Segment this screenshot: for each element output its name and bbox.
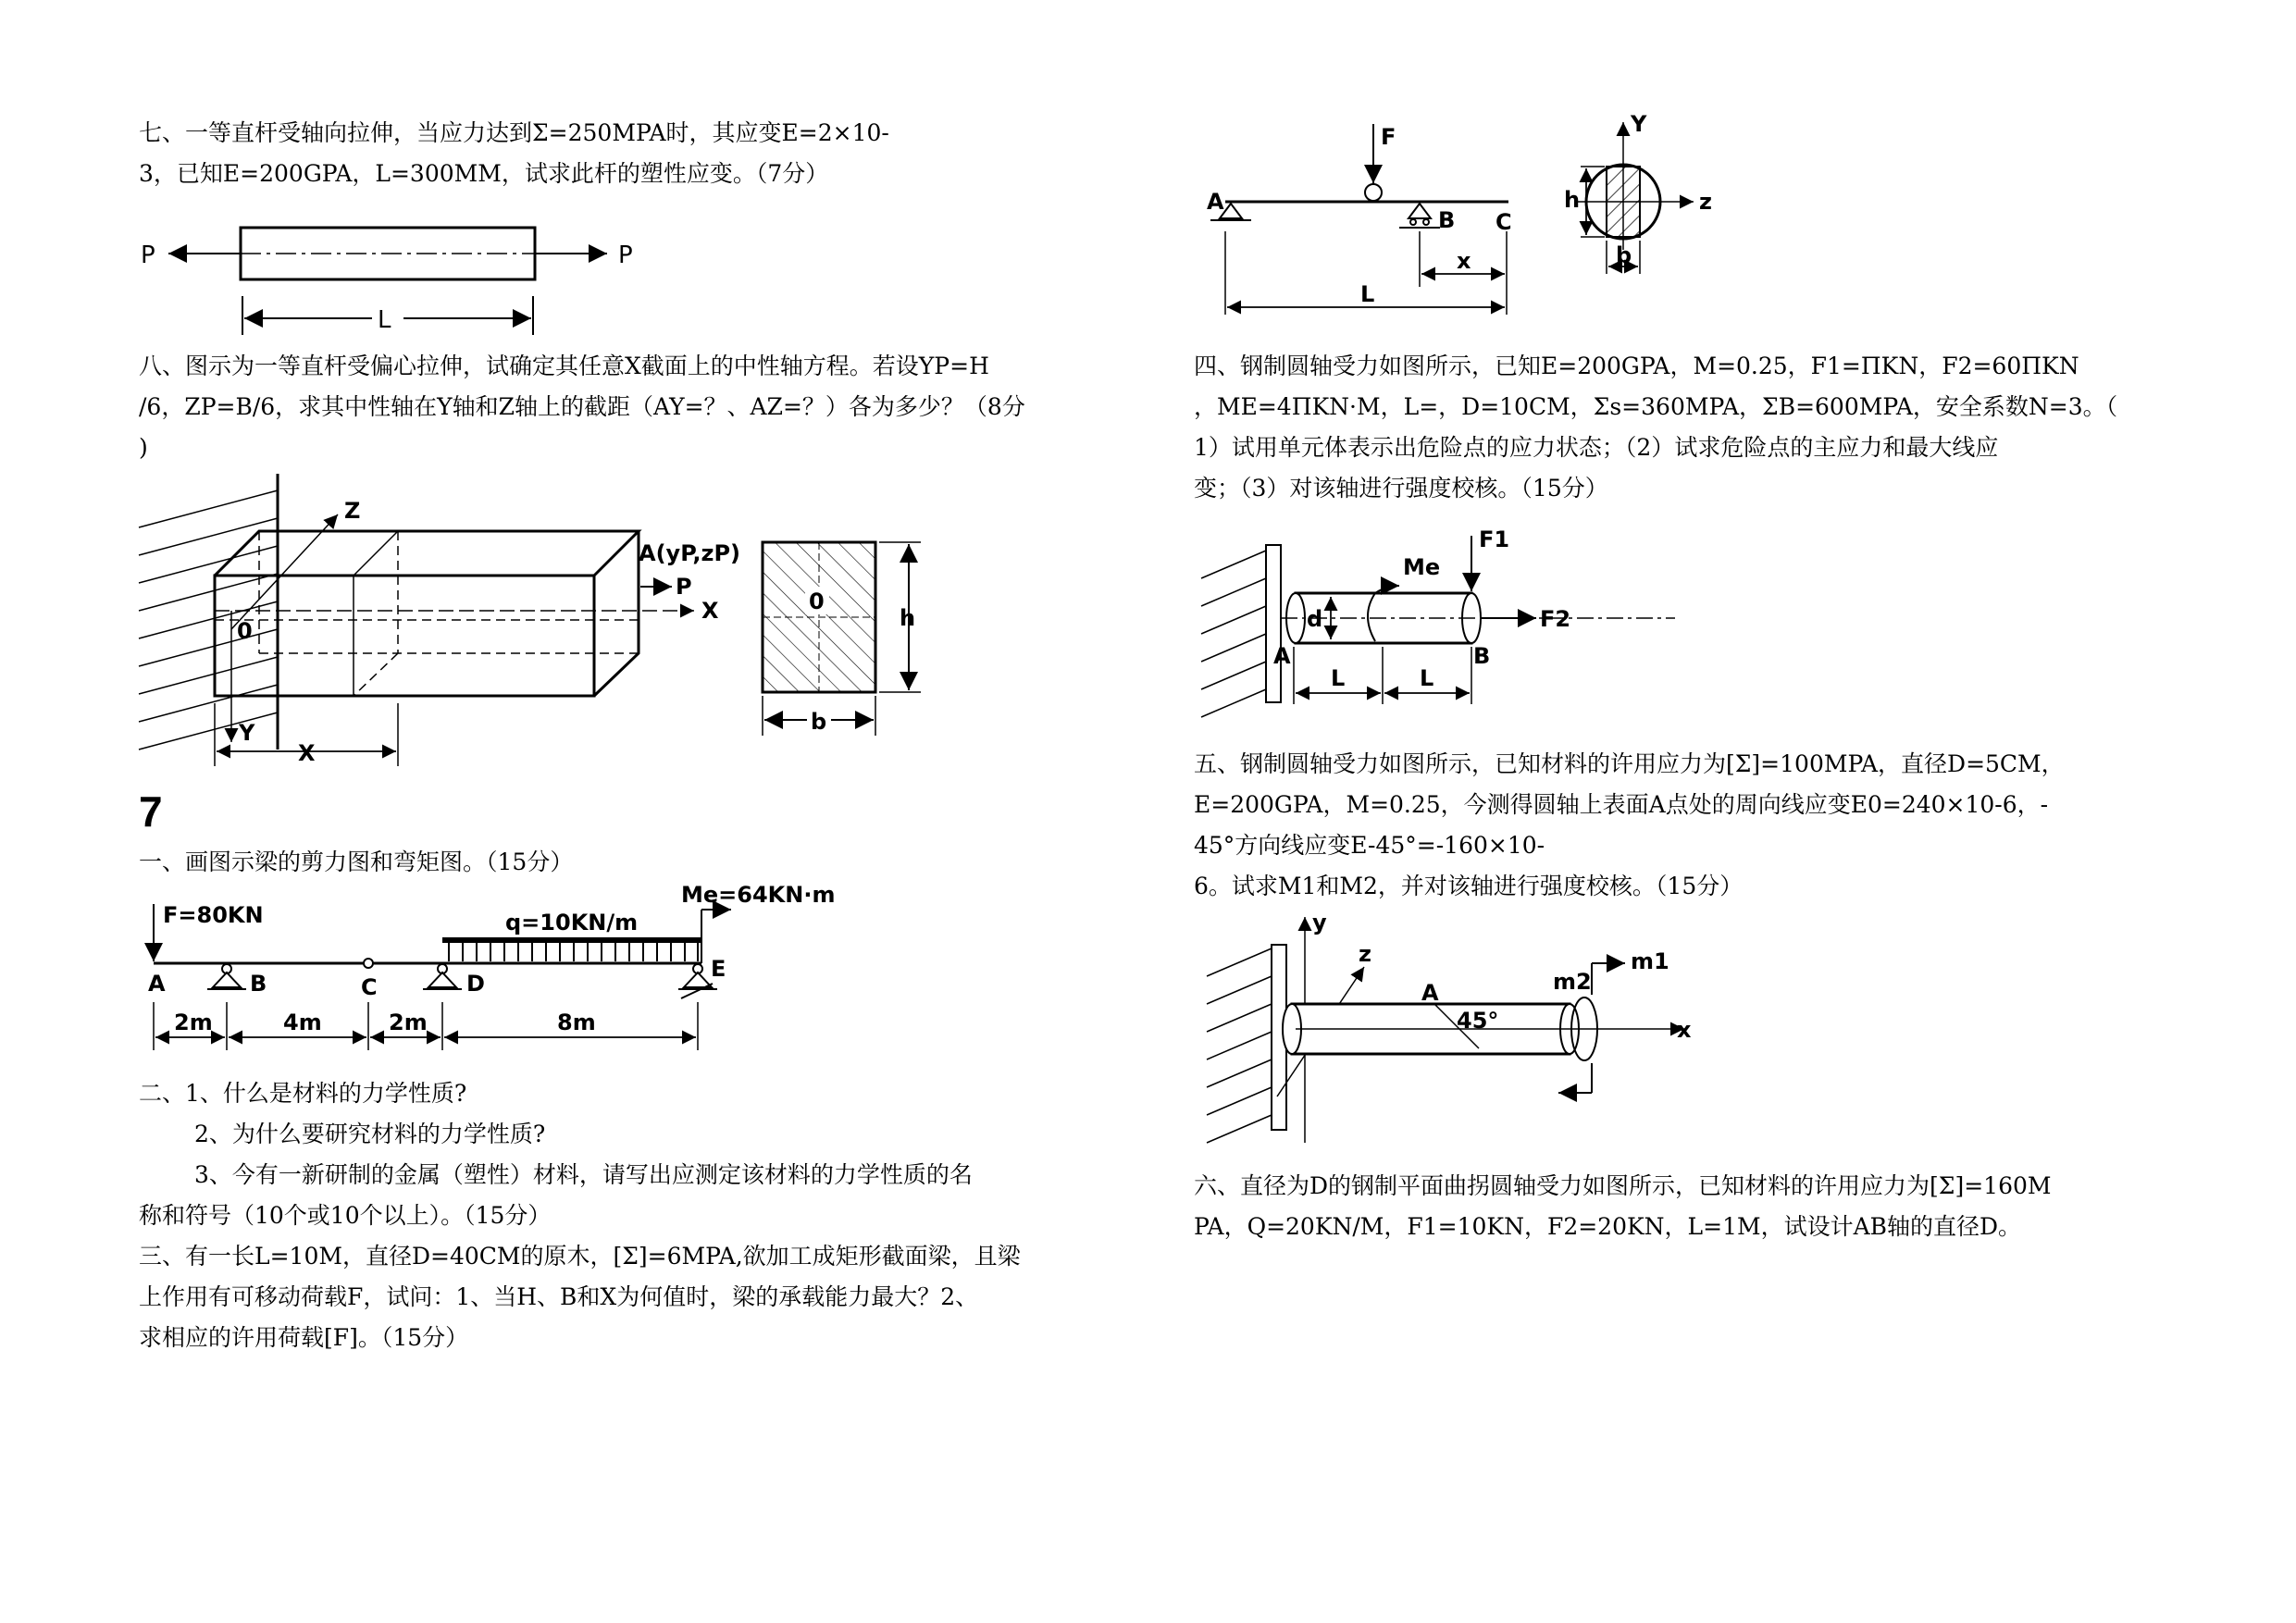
support-b	[207, 964, 246, 989]
b-label-q4: B	[1473, 643, 1491, 669]
o-label: 0	[237, 618, 253, 644]
section-number: 7	[139, 787, 163, 836]
label-a: A	[148, 971, 166, 997]
label-e: E	[711, 956, 726, 982]
q4-line2: ，ME=4ΠKN·M，L=，D=10CM，Σs=360MPA，ΣB=600MPA，安全系数N=3。（	[1194, 393, 2118, 420]
b-dim-top: b	[1616, 242, 1632, 268]
dim-3: 2m	[389, 1010, 428, 1035]
dim-2: 4m	[283, 1010, 322, 1035]
l-dim-label: L	[378, 306, 391, 334]
label-b: B	[250, 971, 267, 997]
hinge-c	[364, 959, 373, 968]
d-label: d	[1307, 606, 1323, 632]
dim-4: 8m	[557, 1010, 596, 1035]
c-label-top: C	[1496, 209, 1512, 235]
angle-label: 45°	[1457, 1008, 1499, 1034]
o2-label: 0	[809, 588, 825, 614]
f-label: F	[1381, 124, 1396, 150]
top-right-figure	[1194, 111, 1749, 333]
f2-label: F2	[1540, 606, 1571, 632]
z-label-top: z	[1699, 189, 1712, 215]
q6-line2: PA，Q=20KN/M，F1=10KN，F2=20KN，L=1M，试设计AB轴的直径D。	[1194, 1213, 2022, 1240]
m2-label: m2	[1553, 969, 1592, 995]
h-label: h	[900, 605, 916, 631]
q5-line3: 45°方向线应变E-45°=-160×10-	[1194, 832, 1545, 859]
p-label: P	[676, 574, 692, 600]
q2-line2: 2、为什么要研究材料的力学性质?	[194, 1121, 546, 1147]
p-right-label: P	[618, 242, 633, 269]
h-label-top: h	[1564, 187, 1581, 213]
q3-line2: 上作用有可移动荷载F，试问：1、当H、B和X为何值时，梁的承载能力最大？2、	[139, 1283, 979, 1310]
q8-line3: )	[139, 434, 148, 461]
b-label-top: B	[1438, 207, 1456, 233]
x-dim-label: X	[298, 740, 316, 766]
a-label-top: A	[1207, 189, 1224, 215]
l2-label: L	[1420, 665, 1434, 691]
q5-figure	[1203, 911, 1703, 1152]
a-label-q4: A	[1273, 643, 1291, 669]
q2-line1: 二、1、什么是材料的力学性质?	[139, 1080, 467, 1107]
q3-line3: 求相应的许用荷载[F]。（15分）	[139, 1324, 469, 1351]
q4-line4: 变；（3）对该轴进行强度校核。（15分）	[1194, 475, 1608, 502]
q8-figure	[139, 472, 953, 768]
wall-plate	[1266, 545, 1281, 702]
x-label-top: x	[1457, 248, 1471, 274]
x-axis-label: X	[701, 598, 719, 624]
label-c: C	[361, 974, 378, 1000]
q8-line2: /6，ZP=B/6，求其中性轴在Y轴和Z轴上的截距（AY=？、AZ=？）各为多少？（8分	[139, 393, 1025, 420]
q4-figure	[1194, 523, 1712, 726]
q7-figure	[130, 222, 685, 342]
q1-text: 一、画图示梁的剪力图和弯矩图。（15分）	[139, 849, 574, 875]
q5-line2: E=200GPA，M=0.25，今测得圆轴上表面A点处的周向线应变E0=240×10-6，-	[1194, 791, 2049, 818]
load-label: q=10KN/m	[505, 910, 639, 935]
bar-front	[215, 576, 594, 696]
a-label: A(yP,zP)	[639, 540, 741, 566]
a-label-q5: A	[1421, 980, 1439, 1006]
me-label: Me	[1403, 554, 1441, 580]
f1-label: F1	[1479, 527, 1510, 552]
force-label: F=80KN	[163, 902, 264, 928]
z-label: Z	[344, 498, 361, 524]
z-label-q5: z	[1359, 941, 1371, 967]
b-label: b	[811, 709, 827, 735]
m1-label: m1	[1631, 948, 1669, 974]
y-label-q5: y	[1312, 910, 1327, 935]
q5-line1: 五、钢制圆轴受力如图所示，已知材料的许用应力为[Σ]=100MPA，直径D=5CM，	[1194, 750, 2065, 777]
q2-line3: 3、今有一新研制的金属（塑性）材料，请写出应测定该材料的力学性质的名	[194, 1161, 973, 1188]
dim-1: 2m	[174, 1010, 213, 1035]
q4-line3: 1）试用单元体表示出危险点的应力状态；（2）试求危险点的主应力和最大线应	[1194, 434, 1999, 461]
moment-label: Me=64KN·m	[681, 882, 836, 908]
q6-line1: 六、直径为D的钢制平面曲拐圆轴受力如图所示，已知材料的许用应力为[Σ]=160M	[1194, 1172, 2052, 1199]
q4-line1: 四、钢制圆轴受力如图所示，已知E=200GPA，M=0.25，F1=ΠKN，F2=60ΠKN	[1194, 353, 2079, 379]
y-label: Y	[239, 720, 255, 746]
q8-line1: 八、图示为一等直杆受偏心拉伸，试确定其任意X截面上的中性轴方程。若设YP=H	[139, 353, 989, 379]
q3-line1: 三、有一长L=10M，直径D=40CM的原木，[Σ]=6MPA,欲加工成矩形截面梁，且梁	[139, 1243, 1021, 1270]
p-left-label: P	[141, 242, 155, 269]
l1-label: L	[1331, 665, 1346, 691]
q7-line2: 3，已知E=200GPA，L=300MM，试求此杆的塑性应变。（7分）	[139, 160, 829, 187]
support-d	[423, 964, 462, 989]
q1-figure	[139, 882, 836, 1059]
q7-line1: 七、一等直杆受轴向拉伸，当应力达到Σ=250MPA时，其应变E=2×10-	[139, 119, 889, 146]
x-label-q5: x	[1677, 1017, 1692, 1043]
l-label-top: L	[1360, 281, 1375, 307]
q5-line4: 6。试求M1和M2，并对该轴进行强度校核。（15分）	[1194, 873, 1744, 899]
q2-line4: 称和符号（10个或10个以上）。（15分）	[139, 1202, 552, 1229]
label-d: D	[466, 971, 485, 997]
y-label-top: Y	[1631, 111, 1647, 137]
